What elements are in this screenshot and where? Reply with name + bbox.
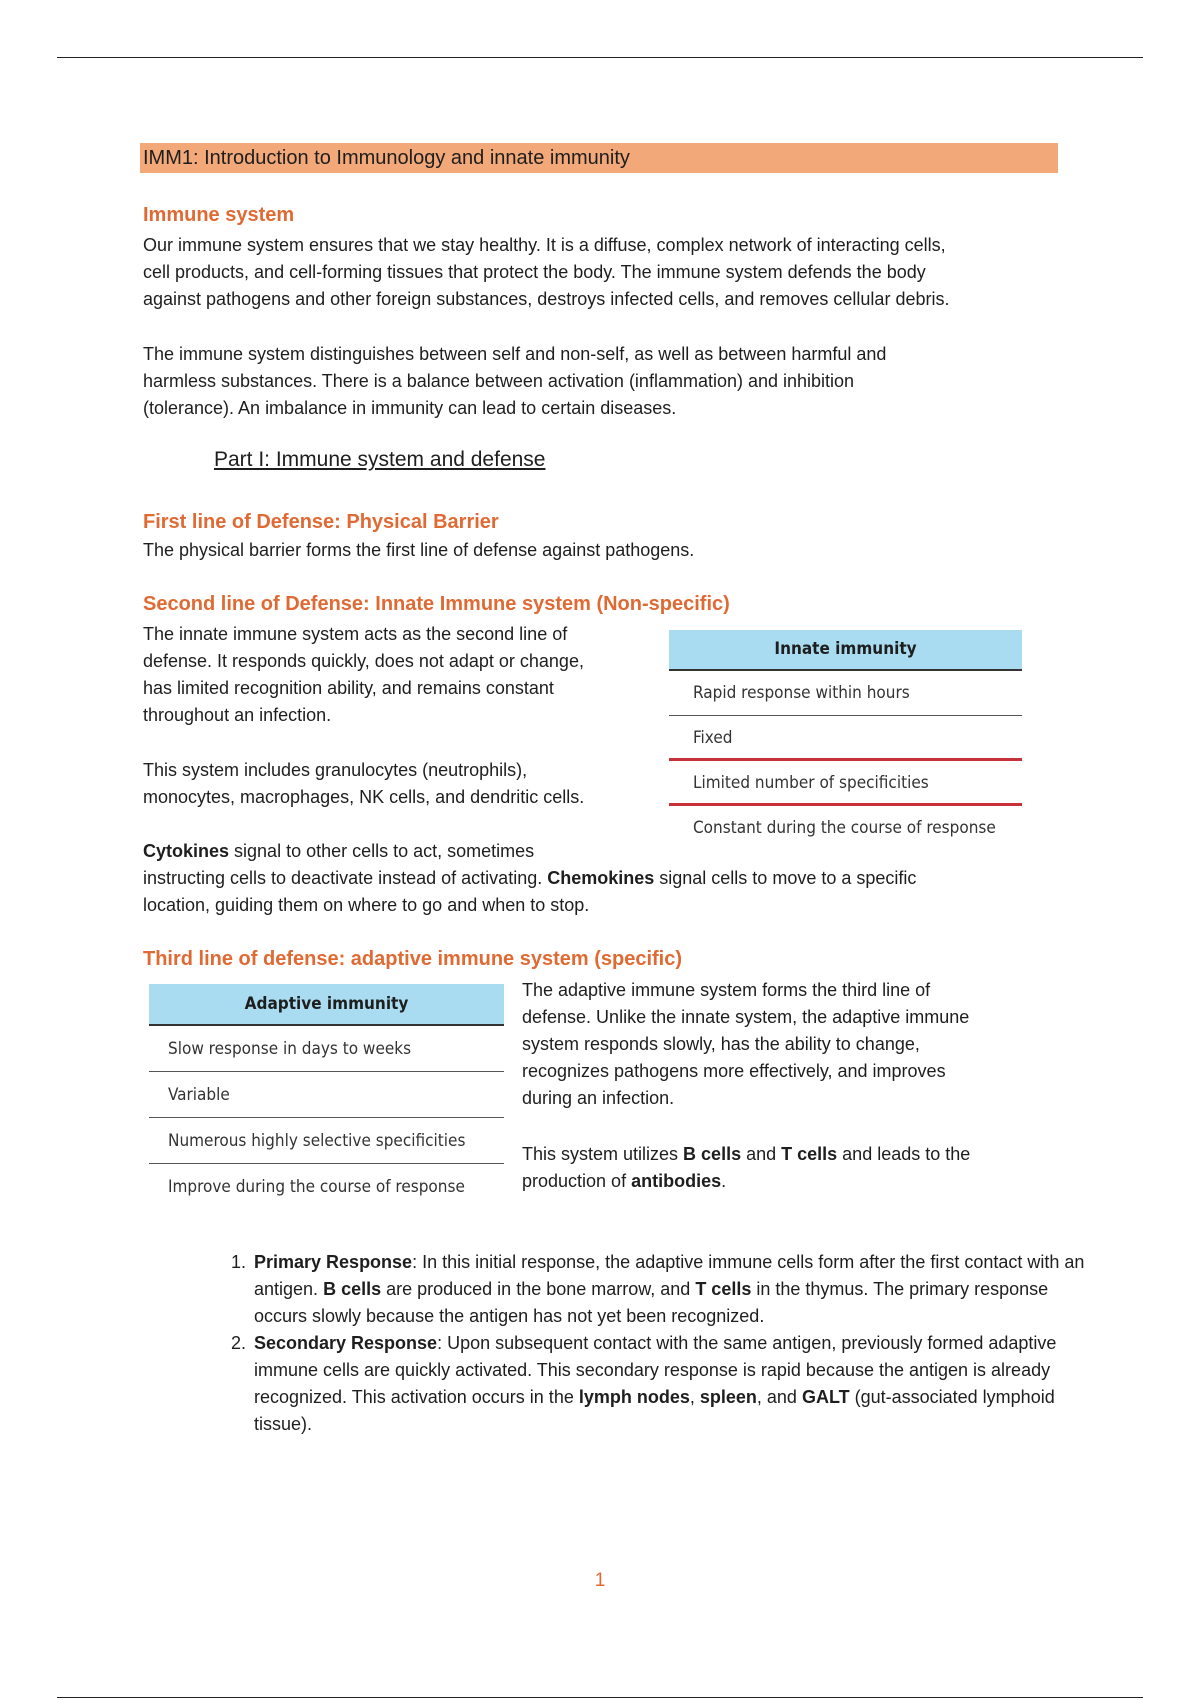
adaptive-table-row: Improve during the course of response [168,1177,465,1197]
page-number: 1 [594,1570,606,1591]
document-title: IMM1: Introduction to Immunology and innate immunity [140,143,1058,173]
list-item-secondary-response: 2. Secondary Response: Upon subsequent contact with the same antigen, previously formed adaptive immune cells are quickly activated. This secondary response is rapid because the antigen is already recognized. This activation occurs in the lymph nodes, spleen, and GALT (gut-associated lymphoid tissue). [251,1330,1101,1438]
footer-rule [57,1697,1143,1698]
second-line-paragraph-2: This system includes granulocytes (neutrophils), monocytes, macrophages, NK cells, and dendritic cells. [143,760,585,807]
innate-immunity-table [669,630,1022,851]
list-item-primary-response: 1. Primary Response: In this initial response, the adaptive immune cells form after the first contact with an antigen. B cells are produced in the bone marrow, and T cells in the thymus. The primary response occurs slowly because the antigen has not yet been recognized. [251,1249,1101,1330]
second-line-paragraph-1: The innate immune system acts as the second line of defense. It responds quickly, does not adapt or change, has limited recognition ability, and remains constant throughout an infection. [143,624,584,725]
adaptive-table-header: Adaptive immunity [149,984,504,1026]
first-line-text: The physical barrier forms the first line of defense against pathogens. [143,540,695,560]
immune-system-paragraph-1: Our immune system ensures that we stay healthy. It is a diffuse, complex network of interacting cells, cell products, and cell-forming tissues that protect the body. The immune system defends the body against pathogens and other foreign substances, destroys infected cells, and removes cellular debris. [143,235,950,309]
innate-table-row: Constant during the course of response [693,818,996,838]
immune-system-paragraph-2: The immune system distinguishes between self and non-self, as well as between harmful and harmless substances. There is a balance between activation (inflammation) and inhibition (tolerance). An imbalance in immunity can lead to certain diseases. [143,344,887,418]
innate-table-header: Innate immunity [669,630,1022,671]
adaptive-table-row: Numerous highly selective specificities [149,1118,504,1164]
heading-first-line: First line of Defense: Physical Barrier [143,511,499,533]
adaptive-table-row: Variable [149,1072,504,1118]
part-heading: Part I: Immune system and defense [214,448,546,471]
heading-second-line: Second line of Defense: Innate Immune system (Non-specific) [143,593,730,615]
heading-third-line: Third line of defense: adaptive immune system (specific) [143,948,683,970]
adaptive-table-row: Slow response in days to weeks [149,1026,504,1072]
innate-table-row: Limited number of specificities [669,761,1022,806]
third-line-paragraph-1: The adaptive immune system forms the third line of defense. Unlike the innate system, the adaptive immune system responds slowly, has the ability to change, recognizes pathogens more effectively, and improves during an infection. [522,980,970,1108]
third-line-paragraph-2: This system utilizes B cells and T cells and leads to the production of antibodies. [522,1144,971,1191]
header-rule [57,57,1143,58]
heading-immune-system: Immune system [143,204,295,226]
responses-list [214,1249,1101,1438]
innate-table-row: Fixed [669,716,1022,761]
innate-table-row: Rapid response within hours [669,671,1022,716]
adaptive-immunity-table [149,984,504,1210]
cytokines-paragraph: Cytokines signal to other cells to act, sometimes instructing cells to deactivate instead of activating. Chemokines signal cells to move to a specific location, guiding them on where to go and when to stop. [143,841,917,915]
